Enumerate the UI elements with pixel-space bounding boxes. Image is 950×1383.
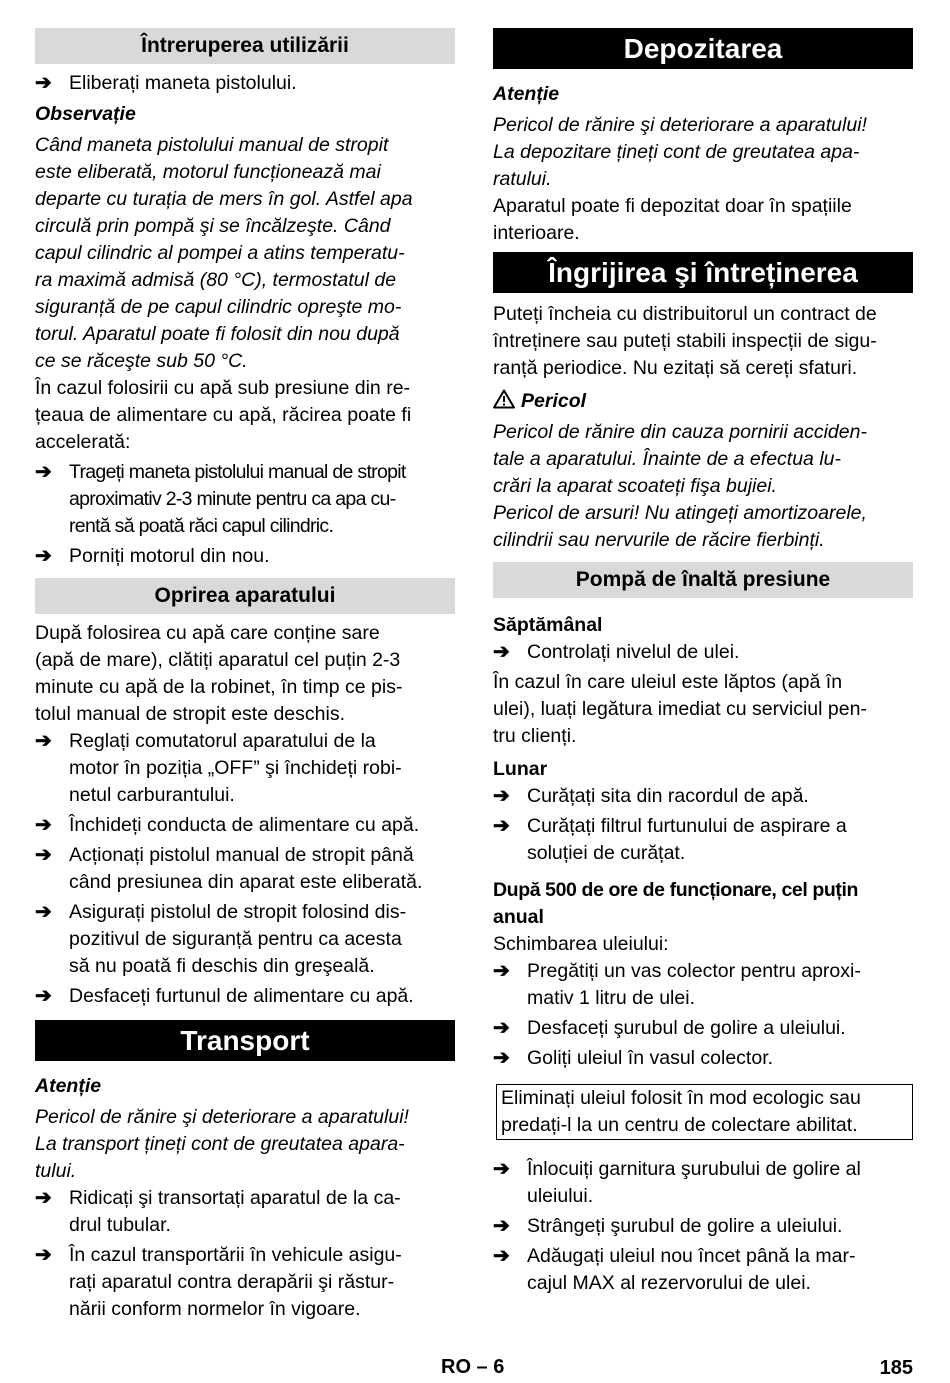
bullet-clean-filter: ➔ Curățați filtrul furtunului de aspirare a soluției de curățat. xyxy=(493,815,847,864)
bullet-prepare-container: ➔ Pregătiți un vas colector pentru aproxi- mativ 1 litru de ulei. xyxy=(493,960,861,1009)
section-heading-storage: Depozitarea xyxy=(493,28,913,69)
bullet-close-supply: ➔ Închideți conducta de alimentare cu apă. xyxy=(35,812,455,839)
arrow-right-icon: ➔ xyxy=(493,960,510,982)
danger-heading: Pericol xyxy=(493,388,913,415)
arrow-right-icon: ➔ xyxy=(35,814,52,836)
bullet-lift-device: ➔ Ridicați şi transortați aparatul de la ca- drul tubular. xyxy=(35,1187,401,1236)
bullet-release-pressure: ➔ Acționați pistolul manual de stropit până când presiunea din aparat este eliberată. xyxy=(35,844,423,893)
section-heading-interruption: Întreruperea utilizării xyxy=(35,28,455,64)
bullet-release-lever: ➔ Eliberați maneta pistolului. xyxy=(35,70,455,97)
arrow-right-icon: ➔ xyxy=(35,730,52,752)
arrow-right-icon: ➔ xyxy=(35,1187,52,1209)
paragraph-salt-water: După folosirea cu apă care conține sare (apă de mare), clătiți aparatul cel puțin 2-3 minute cu apă de la robinet, în timp ce pis- tolul manual de stropit este deschis. xyxy=(35,622,403,725)
arrow-right-icon: ➔ xyxy=(35,461,52,483)
weekly-heading: Săptămânal xyxy=(493,614,603,636)
right-column xyxy=(493,28,913,1297)
warning-triangle-icon xyxy=(493,389,515,409)
paragraph-cooling: În cazul folosirii cu apă sub presiune din re- țeaua de alimentare cu apă, răcirea poate fi accelerată: xyxy=(35,377,412,453)
oil-change-label: Schimbarea uleiului: xyxy=(493,933,669,955)
bullet-tighten-screw: ➔ Strângeți şurubul de golire a uleiului. xyxy=(493,1213,913,1240)
arrow-right-icon: ➔ xyxy=(493,815,510,837)
heading-500-hours: După 500 de ore de funcționare, cel puțin anual xyxy=(493,879,859,928)
arrow-right-icon: ➔ xyxy=(35,985,52,1007)
attention-heading-transport: Atenție xyxy=(35,1075,102,1097)
bullet-loosen-screw: ➔ Desfaceți şurubul de golire a uleiului. xyxy=(493,1015,913,1042)
arrow-right-icon: ➔ xyxy=(493,785,510,807)
note-heading: Observație xyxy=(35,103,136,125)
arrow-right-icon: ➔ xyxy=(35,72,52,94)
bullet-clean-sieve: ➔ Curățați sita din racordul de apă. xyxy=(493,783,913,810)
bullet-secure-gun: ➔ Asigurați pistolul de stropit folosind dis- pozitivul de siguranță pentru ca acesta să nu poată fi deschis din greşeală. xyxy=(35,901,407,977)
arrow-right-icon: ➔ xyxy=(35,1244,52,1266)
left-column xyxy=(35,28,455,1323)
section-heading-transport: Transport xyxy=(35,1020,455,1061)
bullet-replace-gasket: ➔ Înlocuiți garnitura şurubului de golire al uleiului. xyxy=(493,1158,861,1207)
bullet-detach-hose: ➔ Desfaceți furtunul de alimentare cu apă. xyxy=(35,983,455,1010)
bullet-secure-vehicle: ➔ În cazul transportării în vehicule asigu- rați aparatul contra derapării şi răstur- nării conform normelor în vigoare. xyxy=(35,1244,402,1320)
monthly-heading: Lunar xyxy=(493,758,548,780)
arrow-right-icon: ➔ xyxy=(493,1215,510,1237)
bullet-check-oil: ➔ Controlați nivelul de ulei. xyxy=(493,639,913,666)
danger-text: Pericol de rănire din cauza pornirii acciden- tale a aparatului. Înainte de a efectua lu- crări la aparat scoateți fişa bujiei. Pericol de arsuri! Nu atingeți amortizoarele, cilindrii sau nervurile de răcire fierbinți. xyxy=(493,421,867,551)
bullet-switch-off: ➔ Reglați comutatorul aparatului de la motor în poziția „OFF” şi închideți robi- netul carburantului. xyxy=(35,730,402,806)
attention-heading-storage: Atenție xyxy=(493,83,560,105)
bullet-drain-oil: ➔ Goliți uleiul în vasul colector. xyxy=(493,1045,913,1072)
attention-text-transport: Pericol de rănire şi deteriorare a aparatului! La transport țineți cont de greutatea apara- tului. xyxy=(35,1106,409,1182)
section-heading-maintenance: Îngrijirea şi întreținerea xyxy=(493,252,913,293)
section-heading-pump: Pompă de înaltă presiune xyxy=(493,562,913,598)
arrow-right-icon: ➔ xyxy=(493,641,510,663)
footer-code: RO – 6 xyxy=(441,1356,505,1378)
arrow-right-icon: ➔ xyxy=(35,844,52,866)
attention-text-storage: Pericol de rănire şi deteriorare a aparatului! La depozitare țineți cont de greutatea apa- ratului. xyxy=(493,114,867,190)
paragraph-maintenance-contract: Puteți încheia cu distribuitorul un contract de întreținere sau puteți stabili inspecții de sigu- ranță periodice. Nu ezitați să cereți sfaturi. xyxy=(493,303,877,379)
bullet-pull-lever: ➔ Trageți maneta pistolului manual de stropit aproximativ 2-3 minute pentru ca apa cu- rentă să poată răci capul cilindric. xyxy=(35,461,406,537)
arrow-right-icon: ➔ xyxy=(493,1245,510,1267)
note-text: Când maneta pistolului manual de stropit este eliberată, motorul funcționează mai departe cu turația de mers în gol. Astfel apa circulă prin pompă şi se încălzeşte. Când capul cilindric al pompei a atins temperatu- ra maximă admisă (80 °C), termostatul de siguranță de pe capul cilindric opreşte mo- torul. Aparatul poate fi folosit din nou după ce se răceşte sub 50 °C. xyxy=(35,134,413,372)
arrow-right-icon: ➔ xyxy=(493,1047,510,1069)
paragraph-storage-indoors: Aparatul poate fi depozitat doar în spațiile interioare. xyxy=(493,195,852,244)
paragraph-milky-oil: În cazul în care uleiul este lăptos (apă în ulei), luați legătura imediat cu serviciul pen- tru clienți. xyxy=(493,671,867,747)
arrow-right-icon: ➔ xyxy=(35,901,52,923)
bullet-restart-engine: ➔ Porniți motorul din nou. xyxy=(35,543,455,570)
arrow-right-icon: ➔ xyxy=(35,545,52,567)
arrow-right-icon: ➔ xyxy=(493,1158,510,1180)
arrow-right-icon: ➔ xyxy=(493,1017,510,1039)
section-heading-stopping: Oprirea aparatului xyxy=(35,578,455,614)
disposal-notice-box: Eliminați uleiul folosit în mod ecologic sau predați-l la un centru de colectare abilitat. xyxy=(496,1084,913,1140)
page-number: 185 xyxy=(879,1357,913,1379)
bullet-add-oil: ➔ Adăugați uleiul nou încet până la mar- cajul MAX al rezervorului de ulei. xyxy=(493,1245,856,1294)
